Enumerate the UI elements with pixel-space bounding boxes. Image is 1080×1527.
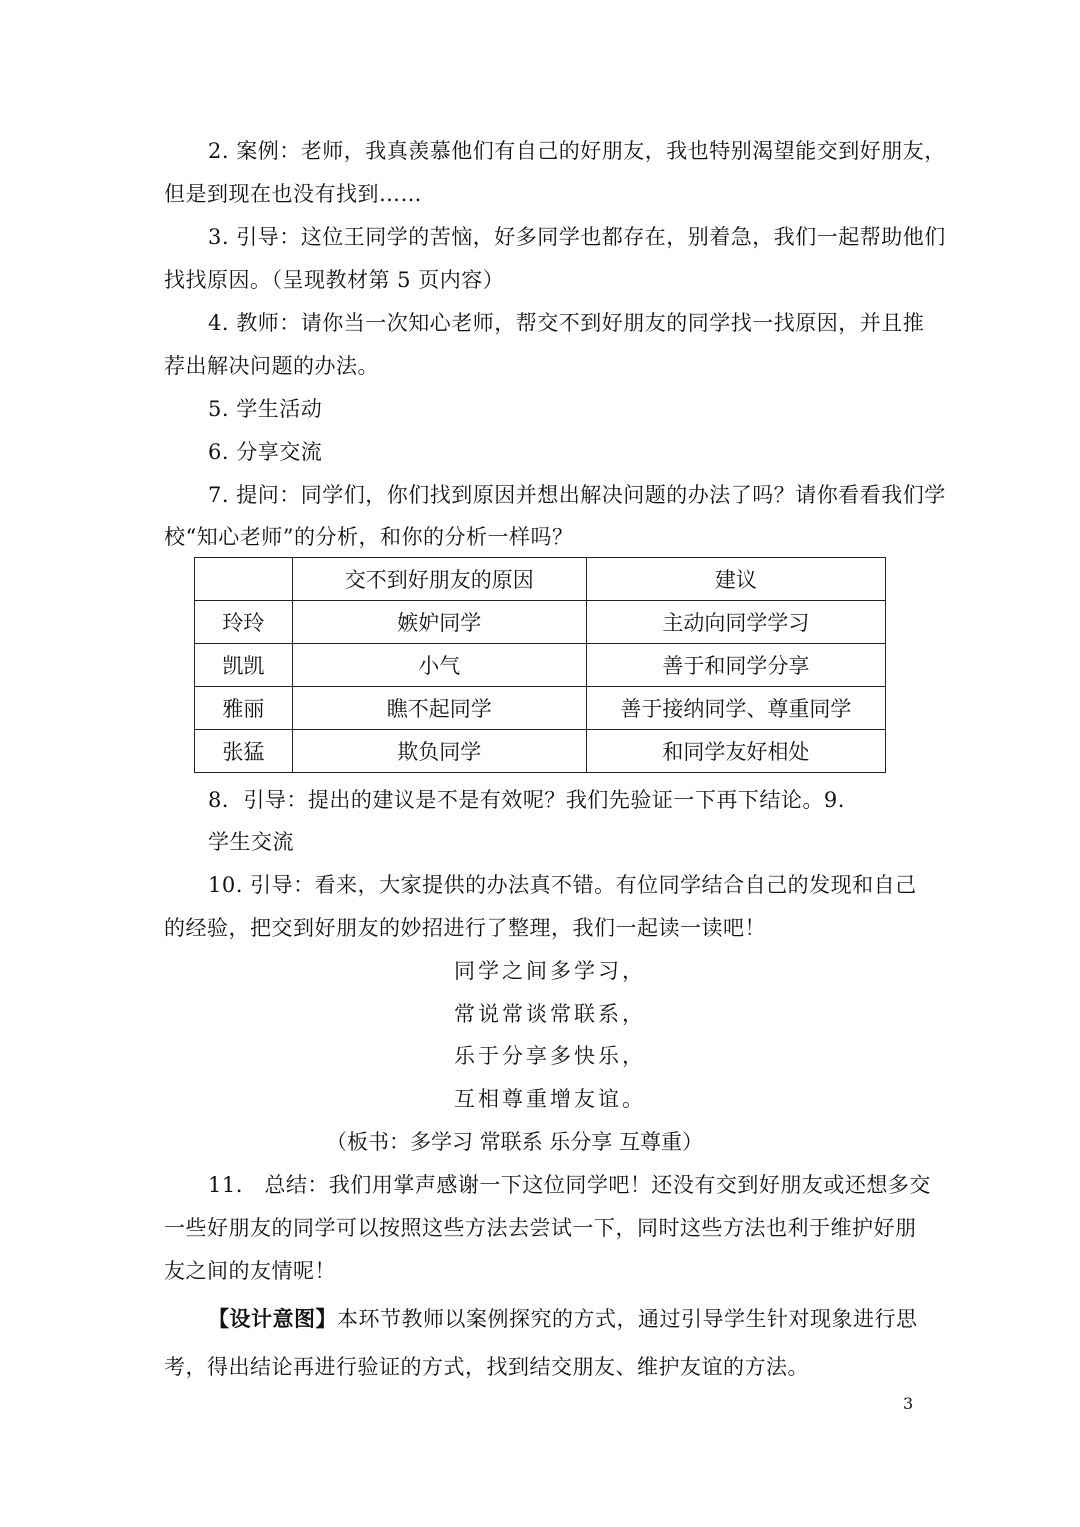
design-intent-label: 【设计意图】 (208, 1306, 337, 1331)
board-note: （板书：多学习 常联系 乐分享 互尊重） (326, 1130, 704, 1154)
paragraph-10-line-1: 10. 引导：看来，大家提供的办法真不错。有位同学结合自己的发现和自己 (208, 873, 917, 897)
table-header-row (195, 558, 886, 601)
table-row (195, 644, 886, 687)
poem-line: 常说常谈常联系， (454, 1002, 646, 1026)
design-intent-line-2: 考，得出结论再进行验证的方式，找到结交朋友、维护友谊的方法。 (164, 1355, 809, 1379)
page-number: 3 (903, 1394, 914, 1413)
table-row (195, 687, 886, 730)
table-cell-advice: 善于接纳同学、尊重同学 (586, 687, 885, 730)
paragraph-2-line-2: 但是到现在也没有找到…… (164, 182, 422, 206)
paragraph-6: 6. 分享交流 (208, 440, 323, 464)
paragraph-3-line-1: 3. 引导：这位王同学的苦恼，好多同学也都存在，别着急，我们一起帮助他们 (208, 225, 946, 249)
paragraph-10-line-2: 的经验，把交到好朋友的妙招进行了整理，我们一起读一读吧！ (164, 916, 766, 940)
table-cell-advice: 和同学友好相处 (586, 730, 885, 773)
poem-line: 同学之间多学习， (454, 959, 646, 983)
poem-line: 乐于分享多快乐， (454, 1044, 646, 1068)
poem-line: 互相尊重增友谊。 (454, 1087, 646, 1111)
friendship-analysis-table (194, 557, 886, 773)
table-cell-name: 玲玲 (195, 601, 293, 644)
table-cell-name: 凯凯 (195, 644, 293, 687)
design-intent-text: 本环节教师以案例探究的方式，通过引导学生针对现象进行思 (337, 1307, 918, 1331)
paragraph-4-line-1: 4. 教师：请你当一次知心老师，帮交不到好朋友的同学找一找原因，并且推 (208, 311, 925, 335)
table-row (195, 730, 886, 773)
paragraph-11-line-2: 一些好朋友的同学可以按照这些方法去尝试一下，同时这些方法也利于维护好朋 (164, 1216, 917, 1240)
table-cell-name: 张猛 (195, 730, 293, 773)
paragraph-4-line-2: 荐出解决问题的办法。 (164, 354, 379, 378)
paragraph-7-line-1: 7. 提问：同学们，你们找到原因并想出解决问题的办法了吗？请你看看我们学 (208, 483, 946, 507)
table-cell-advice: 善于和同学分享 (586, 644, 885, 687)
table-header-cell: 建议 (586, 558, 885, 601)
paragraph-2-line-1: 2. 案例：老师，我真羡慕他们有自己的好朋友，我也特别渴望能交到好朋友， (208, 139, 946, 163)
table-header-cell (195, 558, 293, 601)
table-row (195, 601, 886, 644)
table-cell-reason: 瞧不起同学 (292, 687, 586, 730)
paragraph-3-line-2: 找找原因。（呈现教材第 5 页内容） (164, 268, 505, 292)
paragraph-7-line-2: 校“知心老师”的分析，和你的分析一样吗？ (164, 525, 574, 549)
paragraph-8-line-1: 8．引导：提出的建议是不是有效呢？我们先验证一下再下结论。9. (208, 788, 845, 812)
paragraph-11-line-3: 友之间的友情呢！ (164, 1259, 336, 1283)
paragraph-11-line-1: 11. 总结：我们用掌声感谢一下这位同学吧！还没有交到好朋友或还想多交 (208, 1173, 931, 1197)
paragraph-5: 5. 学生活动 (208, 397, 323, 421)
table-cell-reason: 欺负同学 (292, 730, 586, 773)
table-cell-reason: 小气 (292, 644, 586, 687)
table-cell-reason: 嫉妒同学 (292, 601, 586, 644)
design-intent-line-1 (208, 1304, 918, 1334)
paragraph-8-line-2: 学生交流 (208, 830, 294, 854)
table-header-cell: 交不到好朋友的原因 (292, 558, 586, 601)
table-cell-advice: 主动向同学学习 (586, 601, 885, 644)
table-cell-name: 雅丽 (195, 687, 293, 730)
